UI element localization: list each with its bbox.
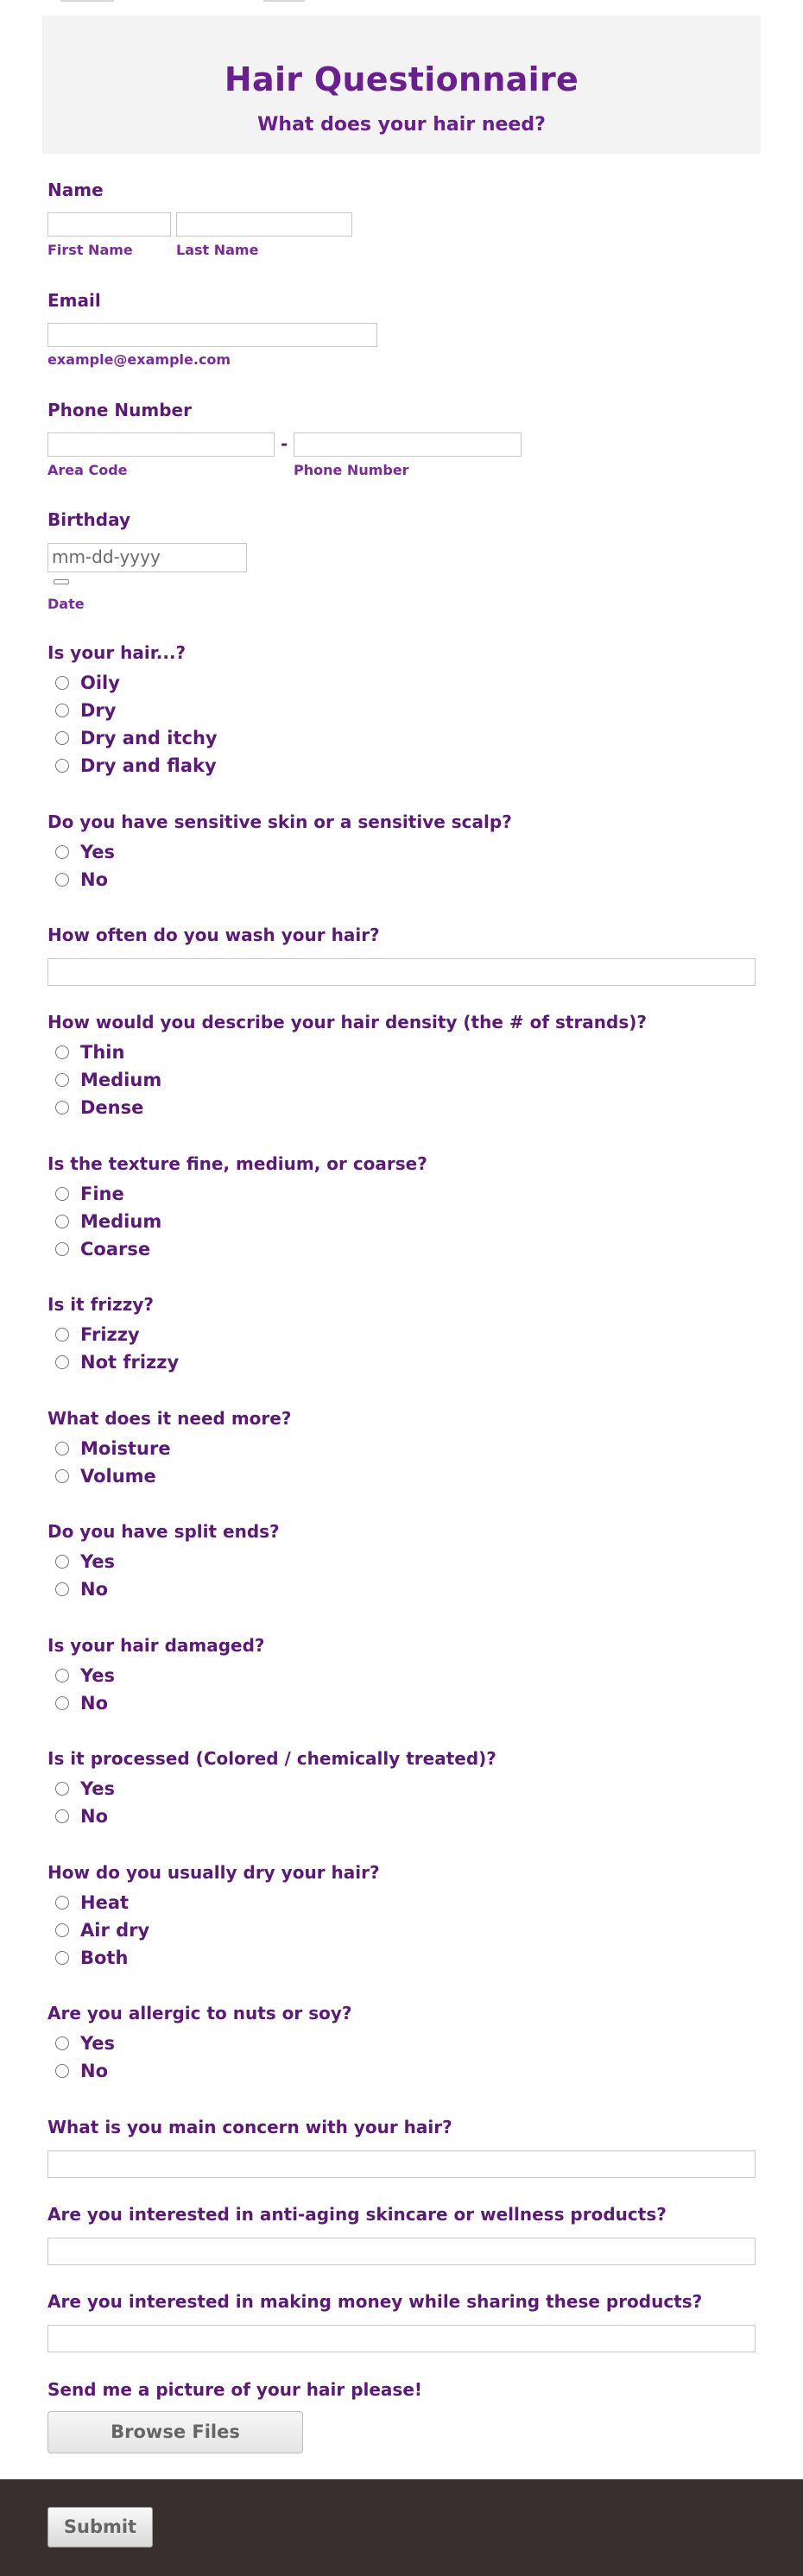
email-sublabel: example@example.com — [47, 351, 231, 368]
texture-label: Is the texture fine, medium, or coarse? — [47, 1153, 427, 1174]
density-label: How would you describe your hair density (the # of strands)? — [47, 1012, 648, 1032]
hair-type-label: Is your hair...? — [47, 642, 187, 663]
submit-button[interactable]: Submit — [47, 2507, 153, 2548]
radio-button[interactable] — [55, 873, 69, 887]
radio-button[interactable] — [55, 1951, 69, 1965]
birthday-label: Birthday — [47, 509, 130, 530]
phone-number-input[interactable] — [294, 432, 522, 457]
processed-label: Is it processed (Colored / chemically treated)? — [47, 1748, 496, 1769]
needs-label: What does it need more? — [47, 1408, 292, 1429]
radio-button[interactable] — [55, 845, 69, 859]
email-input[interactable] — [47, 323, 377, 347]
dry-method-label: How do you usually dry your hair? — [47, 1862, 380, 1883]
radio-button[interactable] — [55, 1896, 69, 1910]
last-name-input[interactable] — [176, 212, 352, 237]
radio-button[interactable] — [55, 1469, 69, 1483]
radio-button[interactable] — [55, 1809, 69, 1823]
radio-button[interactable] — [55, 1101, 69, 1114]
radio-button[interactable] — [55, 1782, 69, 1796]
radio-button[interactable] — [55, 759, 69, 773]
radio-button[interactable] — [55, 1669, 69, 1683]
frizzy-label: Is it frizzy? — [47, 1294, 155, 1315]
phone-number-sublabel: Phone Number — [294, 462, 409, 478]
wash-input[interactable] — [47, 958, 756, 986]
radio-button[interactable] — [55, 1355, 69, 1369]
concern-label: What is you main concern with your hair? — [47, 2117, 452, 2137]
radio-button[interactable] — [55, 1923, 69, 1937]
first-name-sublabel: First Name — [47, 242, 133, 258]
top-edge-line — [263, 0, 305, 2]
money-label: Are you interested in making money while sharing these products? — [47, 2291, 703, 2312]
form-header — [42, 16, 761, 154]
anti-aging-input[interactable] — [47, 2238, 756, 2265]
concern-input[interactable] — [47, 2150, 756, 2178]
first-name-input[interactable] — [47, 212, 171, 237]
radio-button[interactable] — [55, 731, 69, 745]
name-label: Name — [47, 180, 104, 200]
radio-button[interactable] — [55, 1582, 69, 1596]
split-ends-label: Do you have split ends? — [47, 1521, 280, 1542]
radio-button[interactable] — [55, 1242, 69, 1256]
last-name-sublabel: Last Name — [176, 242, 259, 258]
radio-button[interactable] — [55, 1442, 69, 1455]
radio-button[interactable] — [55, 2036, 69, 2050]
area-code-input[interactable] — [47, 432, 275, 457]
allergy-label: Are you allergic to nuts or soy? — [47, 2003, 352, 2024]
wash-label: How often do you wash your hair? — [47, 925, 380, 945]
phone-dash: - — [281, 433, 288, 454]
radio-button[interactable] — [55, 1045, 69, 1059]
birthday-input[interactable]: mm-dd-yyyy — [47, 543, 247, 572]
browse-files-button[interactable]: Browse Files — [47, 2411, 303, 2453]
sensitive-label: Do you have sensitive skin or a sensitive scalp? — [47, 811, 512, 832]
email-label: Email — [47, 290, 101, 311]
radio-button[interactable] — [55, 1555, 69, 1569]
calendar-icon[interactable] — [54, 579, 69, 584]
phone-label: Phone Number — [47, 400, 192, 420]
radio-button[interactable] — [55, 1696, 69, 1710]
form-subtitle: What does your hair need? — [257, 114, 546, 136]
radio-button[interactable] — [55, 2064, 69, 2078]
damaged-label: Is your hair damaged? — [47, 1635, 265, 1656]
birthday-sublabel: Date — [47, 596, 85, 612]
picture-label: Send me a picture of your hair please! — [47, 2379, 423, 2400]
money-input[interactable] — [47, 2325, 756, 2352]
radio-button[interactable] — [55, 1187, 69, 1201]
radio-button[interactable] — [55, 676, 69, 690]
form-title: Hair Questionnaire — [224, 60, 579, 98]
area-code-sublabel: Area Code — [47, 462, 128, 478]
radio-button[interactable] — [55, 1215, 69, 1228]
radio-button[interactable] — [55, 1328, 69, 1342]
anti-aging-label: Are you interested in anti-aging skincare or wellness products? — [47, 2204, 667, 2225]
radio-button[interactable] — [55, 1073, 69, 1087]
radio-button[interactable] — [55, 704, 69, 717]
top-edge-line — [60, 0, 114, 2]
